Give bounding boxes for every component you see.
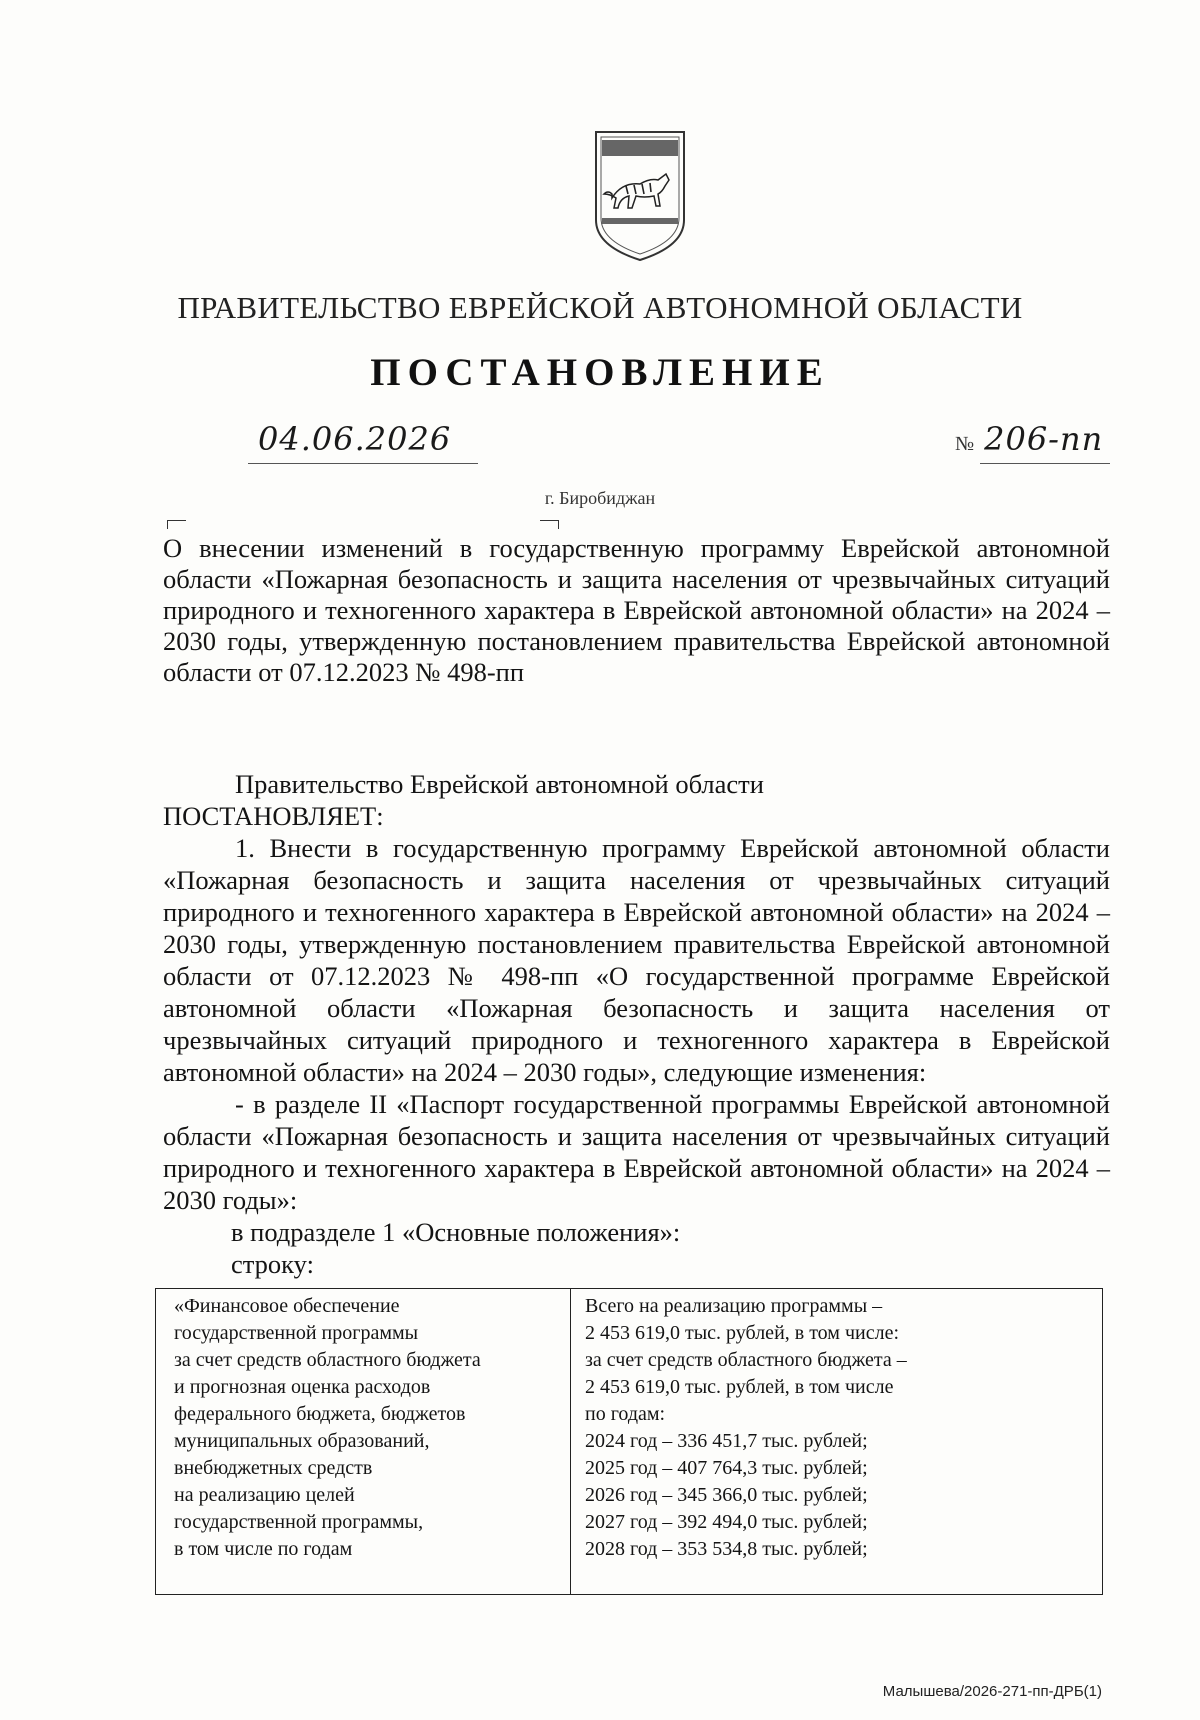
document-type-title: ПОСТАНОВЛЕНИЕ [370, 351, 830, 394]
number-sign: № [955, 433, 975, 455]
decree-word: ПОСТАНОВЛЯЕТ: [163, 801, 384, 831]
table-right-line: 2027 год – 392 494,0 тыс. рублей; [585, 1511, 868, 1533]
table-right-line: за счет средств областного бюджета – [585, 1349, 907, 1371]
table-right-line: 2025 год – 407 764,3 тыс. рублей; [585, 1457, 868, 1479]
tiger-coat-of-arms-icon [592, 128, 688, 264]
document-number [955, 420, 1103, 458]
table-right-cell [571, 1289, 1102, 1594]
item-1-paragraph: 1. Внести в государственную программу Еврейской автономной области «Пожарная безопасность и защита населения от чрезвычайных ситуаций природного и техногенного характера в Еврейской автономной области» на 2024 – 2030 годы, утвержденную постановлением правительства Еврейской автономной области от 07.12.2023 № 498-пп «О государственной программе Еврейской автономной области «Пожарная безопасность и защита населения от чрезвычайных ситуаций природного и техногенного характера в Еврейской автономной области» на 2024 – 2030 годы», следующие изменения: [163, 833, 1110, 1087]
city-line: г. Биробиджан [544, 488, 656, 508]
table-right-line: по годам: [585, 1403, 666, 1425]
financing-table [155, 1288, 1103, 1595]
table-left-line: «Финансовое обеспечение [174, 1295, 400, 1317]
subsection-line: в подразделе 1 «Основные положения»: [231, 1217, 681, 1247]
document-body [163, 768, 1110, 1280]
table-right-line: 2024 год – 336 451,7 тыс. рублей; [585, 1430, 868, 1452]
table-right-line: 2028 год – 353 534,8 тыс. рублей; [585, 1538, 868, 1560]
table-left-line: и прогнозная оценка расходов [174, 1376, 431, 1398]
table-left-line: внебюджетных средств [174, 1457, 373, 1479]
table-left-line: государственной программы, [174, 1511, 424, 1533]
table-left-line: федерального бюджета, бюджетов [174, 1403, 466, 1425]
table-left-line: в том числе по годам [174, 1538, 353, 1560]
table-left-line: государственной программы [174, 1322, 419, 1344]
handwritten-number: 206-пп [984, 420, 1104, 458]
handwritten-date: 04.06.2026 [258, 420, 452, 458]
table-right-line: 2 453 619,0 тыс. рублей, в том числе: [585, 1322, 900, 1344]
footer-reference: Малышева/2026-271-пп-ДРБ(1) [882, 1683, 1102, 1700]
table-left-cell [156, 1289, 571, 1594]
table-right-line: 2026 год – 345 366,0 тыс. рублей; [585, 1484, 868, 1506]
table-right-line: 2 453 619,0 тыс. рублей, в том числе [585, 1376, 894, 1398]
subject-corner-right [540, 520, 559, 529]
dash-item-paragraph: - в разделе II «Паспорт государственной программы Еврейской автономной области «Пожарная безопасность и защита населения от чрезвычайных ситуаций природного и техногенного характера в Еврейской автономной области» на 2024 – 2030 годы»: [163, 1089, 1110, 1215]
government-title: ПРАВИТЕЛЬСТВО ЕВРЕЙСКОЙ АВТОНОМНОЙ ОБЛАСТИ [177, 290, 1023, 325]
table-left-line: на реализацию целей [174, 1484, 355, 1506]
table-right-line: Всего на реализацию программы – [585, 1295, 883, 1317]
intro-paragraph: Правительство Еврейской автономной области [235, 769, 764, 799]
document-subject: О внесении изменений в государственную программу Еврейской автономной области «Пожарная безопасность и защита населения от чрезвычайных ситуаций природного и техногенного характера в Еврейской автономной области» на 2024 – 2030 годы, утвержденную постановлением правительства Еврейской автономной области от 07.12.2023 № 498-пп [163, 533, 1110, 687]
row-word: строку: [231, 1249, 314, 1279]
subject-corner-left [167, 520, 186, 529]
number-underline [980, 463, 1110, 464]
table-left-line: муниципальных образований, [174, 1430, 430, 1452]
date-underline [248, 463, 478, 464]
table-left-line: за счет средств областного бюджета [174, 1349, 481, 1371]
